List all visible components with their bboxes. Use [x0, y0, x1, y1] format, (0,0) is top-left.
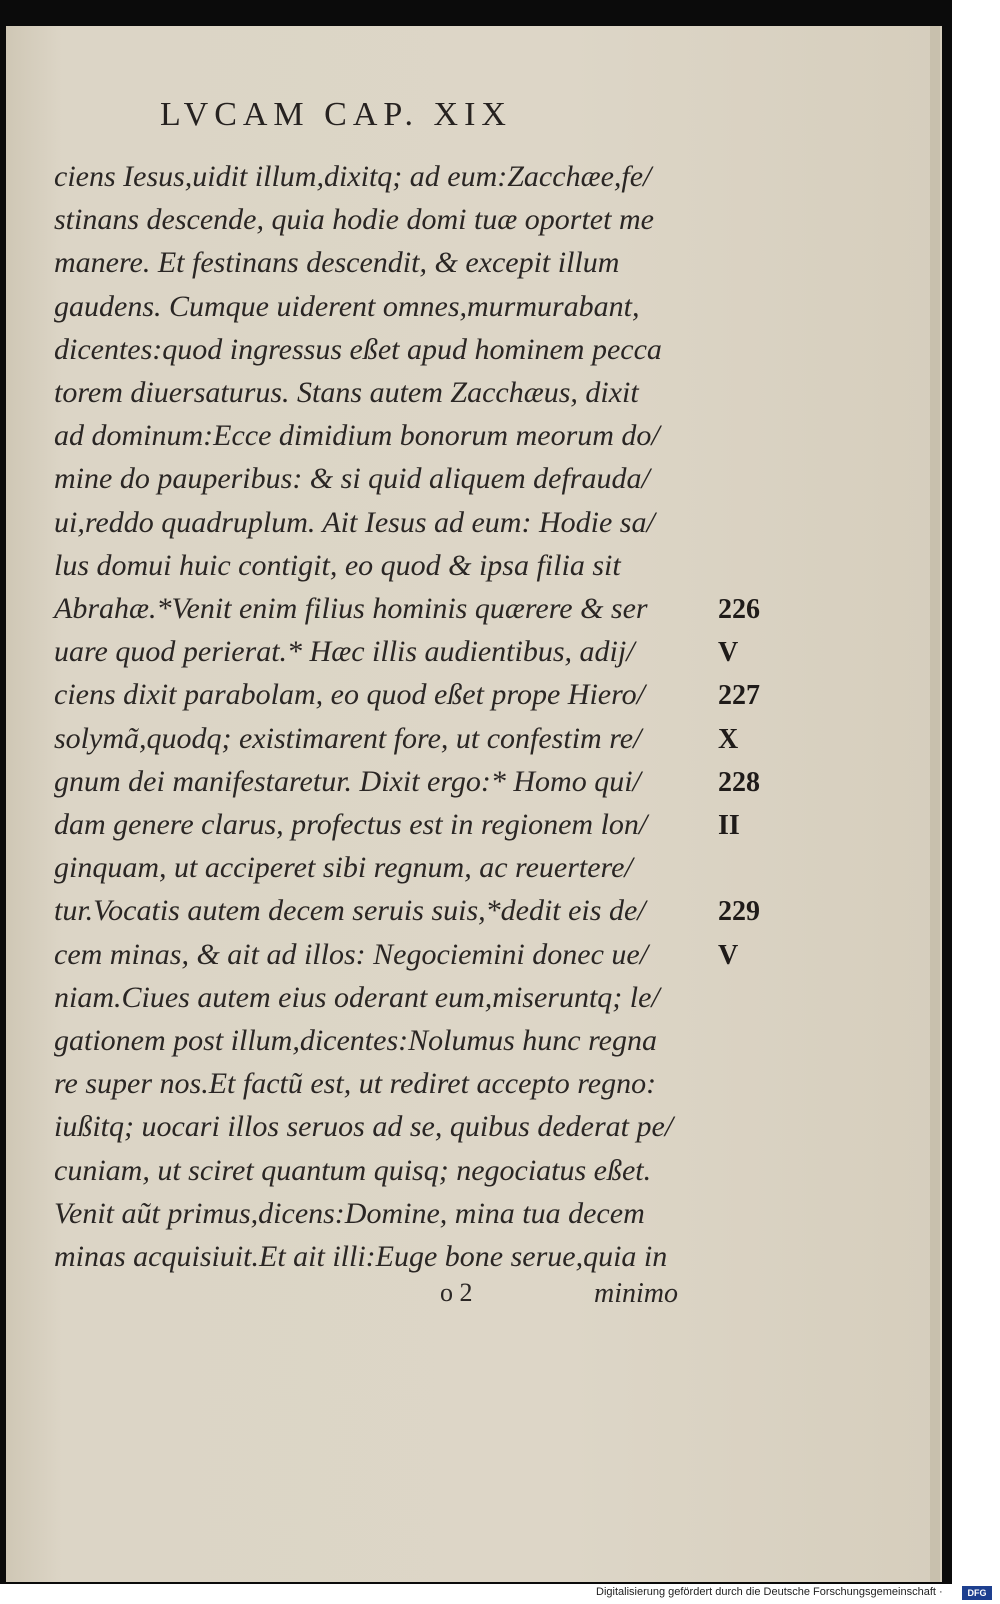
catchword: minimo [594, 1278, 678, 1309]
dfg-logo: DFG [962, 1586, 992, 1600]
margin-note: 226 [718, 594, 760, 625]
text-line: minas acquisiuit.Et ait illi:Euge bone serue,quia in [54, 1240, 668, 1273]
text-line: dicentes:quod ingressus eßet apud hominem pecca [54, 332, 662, 366]
signature-mark: o 2 [440, 1278, 473, 1307]
text-line: ad dominum:Ecce dimidium bonorum meorum do/ [54, 419, 660, 453]
text-line: ciens dixit parabolam, eo quod eßet prope Hiero/ [54, 678, 646, 712]
text-line: Venit aũt primus,dicens:Domine, mina tua decem [54, 1196, 645, 1230]
text-line: Abrahæ.*Venit enim filius hominis quærere & ser [54, 592, 648, 625]
text-line: iußitq; uocari illos seruos ad se, quibus dederat pe/ [54, 1110, 674, 1144]
text-line: cuniam, ut sciret quantum quisq; negociatus eßet. [54, 1153, 652, 1187]
text-line: solymã,quodq; existimarent fore, ut confestim re/ [54, 721, 642, 755]
text-line: torem diuersaturus. Stans autem Zacchæus, dixit [54, 376, 639, 409]
digitization-credit: Digitalisierung gefördert durch die Deutsche Forschungsgemeinschaft · [596, 1586, 943, 1598]
running-head: LVCAM CAP. XIX [160, 96, 512, 133]
margin-note: V [718, 637, 739, 669]
text-line: stinans descende, quia hodie domi tuæ oportet me [54, 203, 654, 237]
margin-note: 229 [718, 896, 760, 928]
text-line: uare quod perierat.* Hæc illis audientibus, adij/ [54, 635, 635, 669]
margin-note: V [718, 939, 739, 971]
text-line: manere. Et festinans descendit, & excepit illum [54, 246, 620, 280]
text-line: gnum dei manifestaretur. Dixit ergo:* Homo qui/ [54, 764, 641, 798]
text-line: gationem post illum,dicentes:Nolumus hunc regna [54, 1024, 657, 1057]
text-line: tur.Vocatis autem decem seruis suis,*dedit eis de/ [54, 894, 646, 928]
text-line: ginquam, ut acciperet sibi regnum, ac reuertere/ [54, 851, 633, 885]
margin-note: II [718, 810, 740, 841]
page-edge [930, 26, 940, 1582]
text-line: ui,reddo quadruplum. Ait Iesus ad eum: Hodie sa/ [54, 505, 655, 539]
text-line: mine do pauperibus: & si quid aliquem defrauda/ [54, 462, 650, 496]
text-line: ciens Iesus,uidit illum,dixitq; ad eum:Zacchæe,fe/ [54, 160, 652, 193]
margin-note: 227 [718, 680, 760, 712]
text-line: niam.Ciues autem eius oderant eum,miseruntq; le/ [54, 980, 660, 1014]
text-line: gaudens. Cumque uiderent omnes,murmurabant, [54, 289, 640, 323]
text-line: dam genere clarus, profectus est in regionem lon/ [54, 808, 648, 841]
margin-note: X [718, 723, 739, 755]
margin-note: 228 [718, 766, 760, 798]
text-line: lus domui huic contigit, eo quod & ipsa filia sit [54, 548, 621, 582]
text-line: cem minas, & ait ad illos: Negociemini donec ue/ [54, 937, 649, 971]
text-line: re super nos.Et factũ est, ut rediret accepto regno: [54, 1067, 657, 1101]
